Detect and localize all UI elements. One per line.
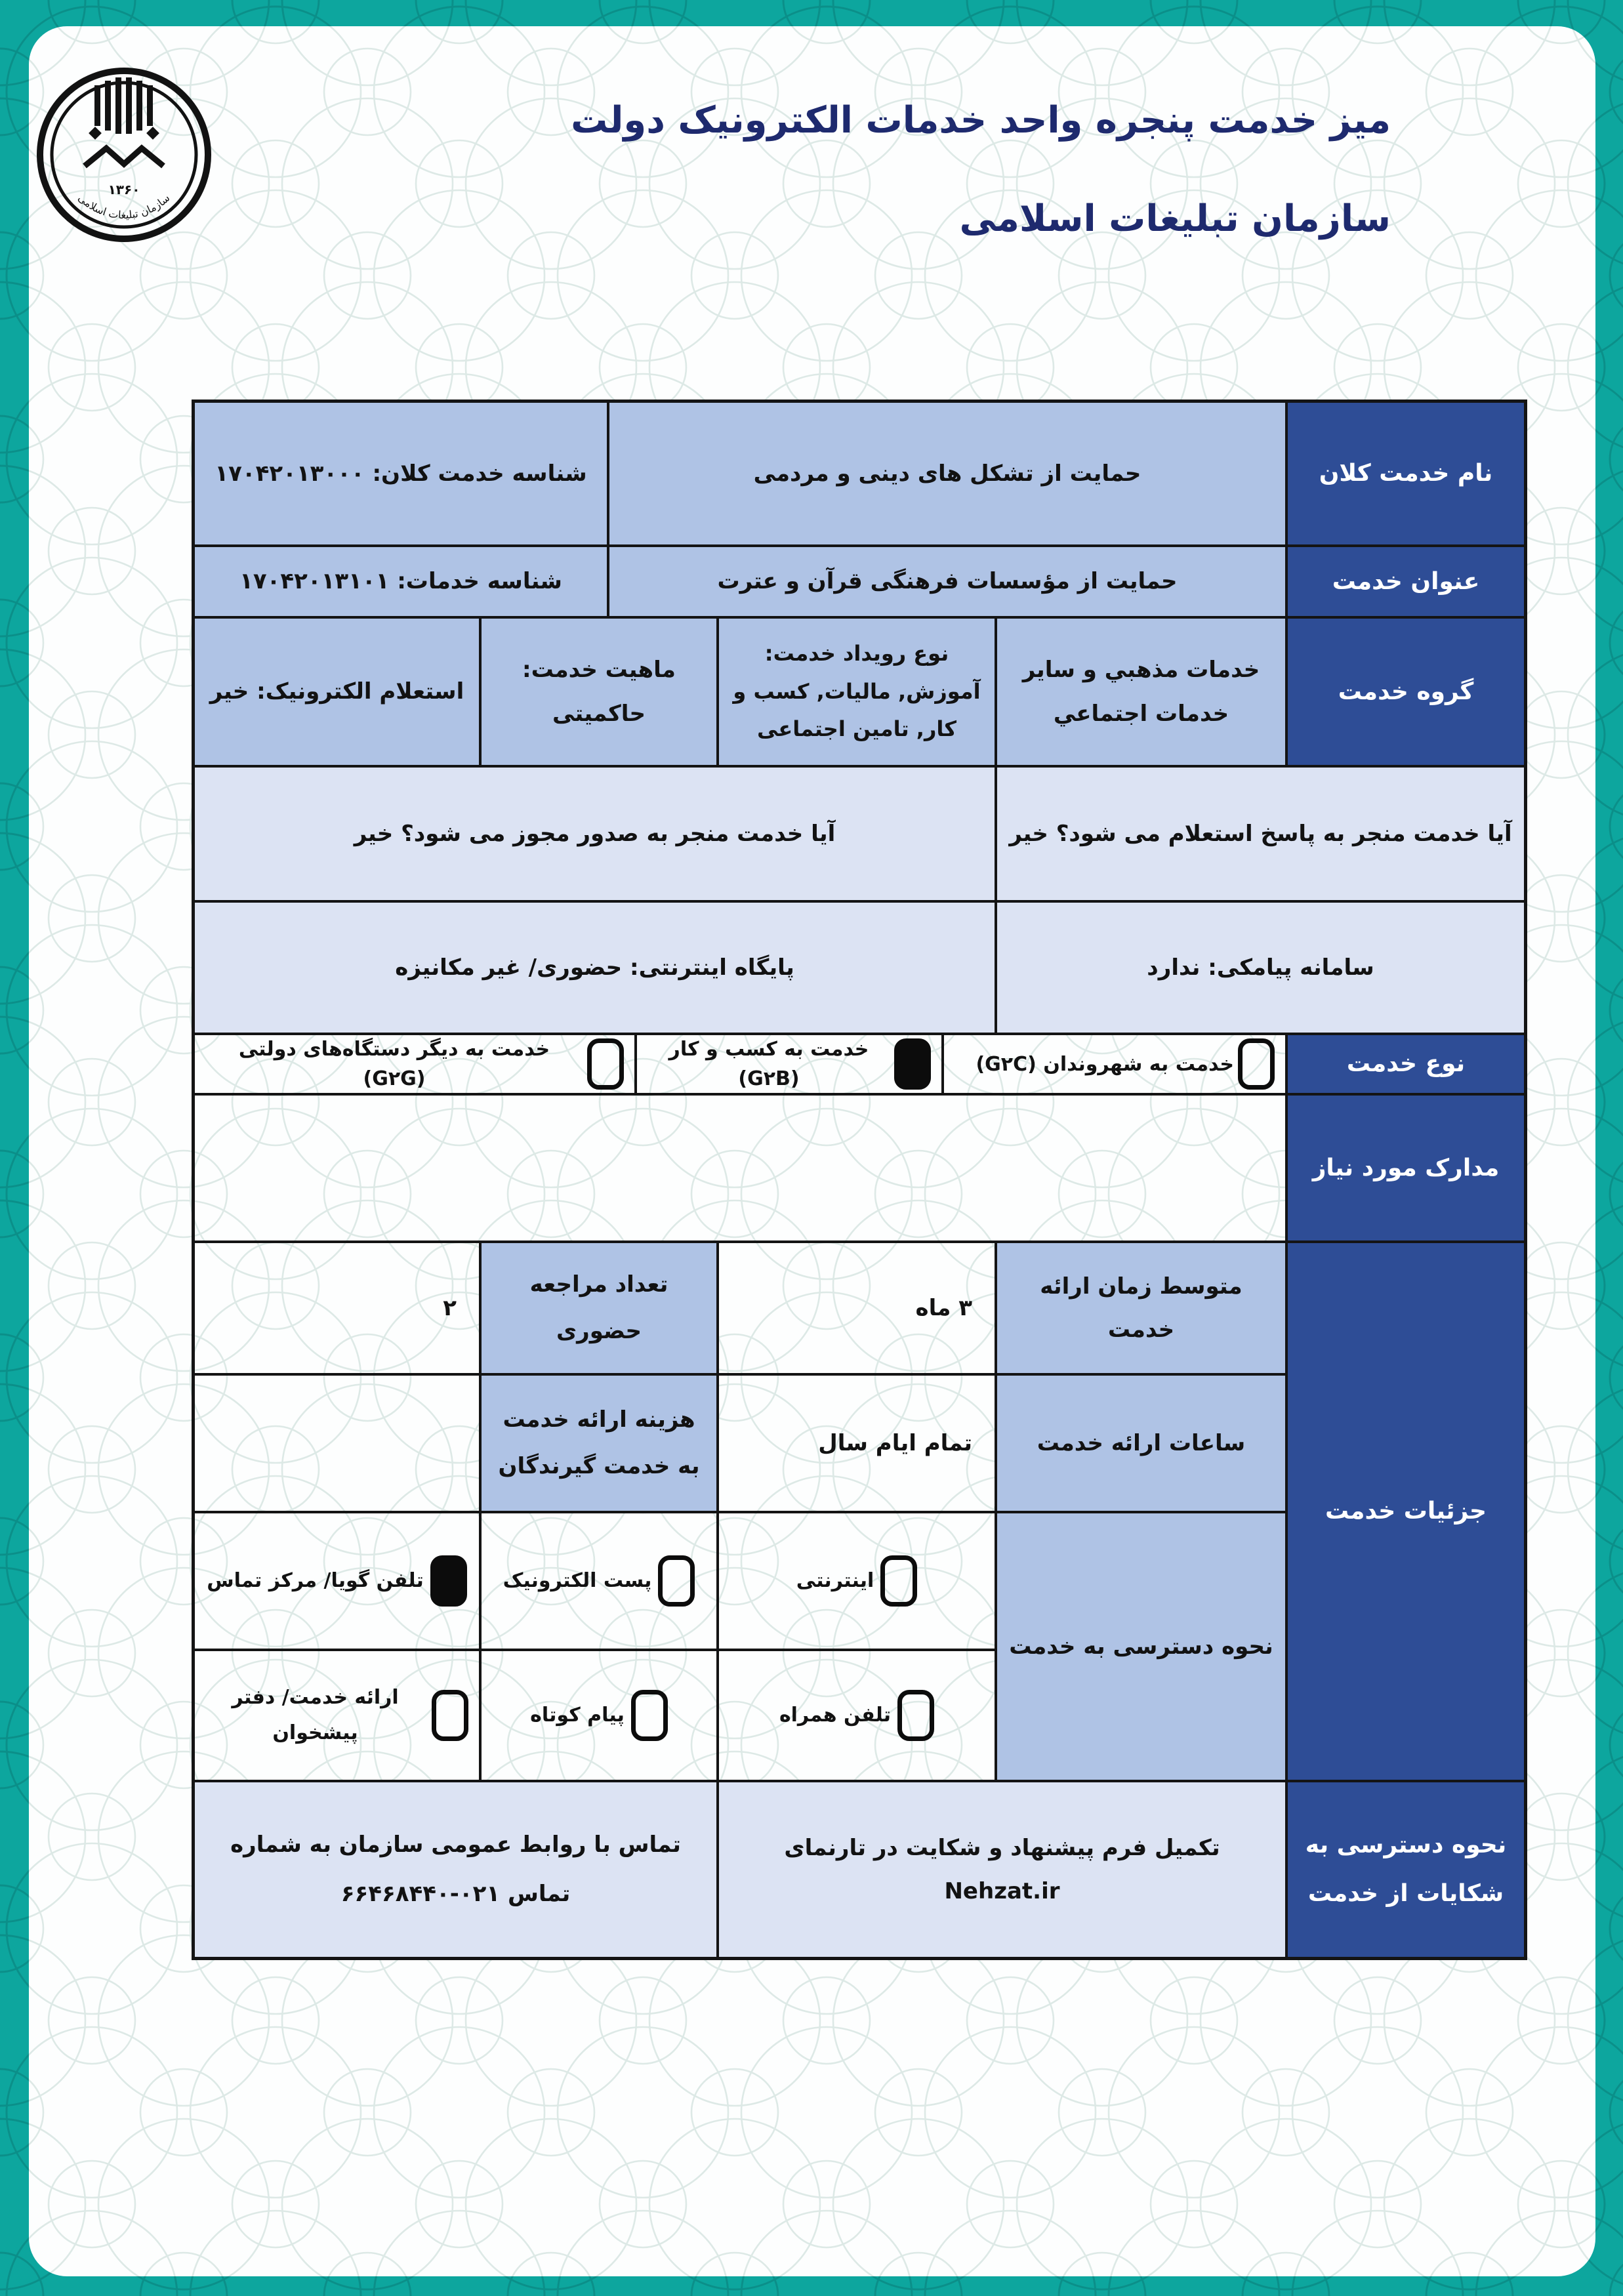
service-title-value: حمایت از مؤسسات فرهنگی قرآن و عترت [608, 546, 1286, 617]
internet-label: اینترنتی [796, 1568, 874, 1592]
service-type-g2g [194, 1034, 636, 1094]
service-group-header: گروه خدمت [1286, 617, 1525, 766]
access-mobile [718, 1650, 996, 1781]
macro-service-value: حمایت از تشکل های دینی و مردمی [608, 401, 1286, 546]
g2b-label: خدمت به کسب و کار (G۲B) [668, 1038, 869, 1090]
avg-time-value: ۳ ماه [718, 1242, 996, 1374]
g2c-label: خدمت به شهروندان (G۲C) [976, 1052, 1234, 1076]
visit-count-label: تعداد مراجعه حضوری [480, 1242, 718, 1374]
service-title-header: عنوان خدمت [1286, 546, 1525, 617]
sms-checkbox[interactable] [631, 1690, 668, 1741]
access-counter [194, 1650, 480, 1781]
access-internet [718, 1512, 996, 1650]
access-sms [480, 1650, 718, 1781]
mobile-label: تلفن همراه [779, 1703, 892, 1727]
complaints-phone-cell: تماس با روابط عمومی سازمان به شماره تماس ۰۲۱-۶۶۴۶۸۴۴۰ [194, 1781, 718, 1958]
service-details-label: جزئیات خدمت [1325, 1498, 1487, 1525]
service-hours-value: تمام ایام سال [718, 1374, 996, 1512]
service-nature: ماهیت خدمت: حاکمیتی [480, 617, 718, 766]
visit-count-value: ۲ [194, 1242, 480, 1374]
required-docs-value [194, 1094, 1286, 1242]
service-event-type: نوع رویداد خدمت: آموزش, مالیات, کسب و کار, تامین اجتماعی [718, 617, 996, 766]
service-type-g2b [636, 1034, 943, 1094]
service-type-header: نوع خدمت [1286, 1034, 1525, 1094]
sms-label: پیام کوتاه [530, 1703, 625, 1727]
ivr-label: تلفن گویا/ مرکز تماس [207, 1568, 424, 1592]
counter-label: ارائه خدمت/ دفتر پیشخوان [232, 1686, 399, 1744]
service-group-category: خدمات مذهبي و ساير خدمات اجتماعي [996, 617, 1286, 766]
access-method-label: نحوه دسترسی به خدمت [996, 1512, 1286, 1781]
website-cell: پایگاه اینترنتی: حضوری/ غیر مکانیزه [194, 901, 996, 1034]
complaints-web-cell: تکمیل فرم پیشنهاد و شکایت در تارنمای Nehzat.ir [718, 1781, 1286, 1958]
macro-service-header: نام خدمت کلان [1286, 401, 1525, 546]
g2b-checkbox[interactable] [894, 1038, 931, 1090]
logo-year: ۱۳۶۰ [108, 182, 140, 197]
service-cost-value [194, 1374, 480, 1512]
counter-checkbox[interactable] [432, 1690, 468, 1741]
service-table [192, 400, 1527, 1960]
service-type-g2c [943, 1034, 1286, 1094]
email-label: پست الکترونیک [503, 1568, 652, 1592]
service-cost-label: هزینه ارائه خدمت به خدمت گیرندگان [480, 1374, 718, 1512]
macro-service-id: شناسه خدمت کلان: ۱۷۰۴۲۰۱۳۰۰۰ [194, 401, 608, 546]
complaints-header: نحوه دسترسی به شکایات از خدمت [1286, 1781, 1525, 1958]
page-title: میز خدمت پنجره واحد خدمات الکترونیک دولت [571, 99, 1391, 142]
sms-system-cell: سامانه پیامکی: ندارد [996, 901, 1525, 1034]
avg-time-label: متوسط زمان ارائه خدمت [996, 1242, 1286, 1374]
g2c-checkbox[interactable] [1238, 1038, 1275, 1090]
page-subtitle: سازمان تبلیغات اسلامی [959, 197, 1391, 240]
internet-checkbox[interactable] [880, 1555, 917, 1607]
service-title-id: شناسه خدمات: ۱۷۰۴۲۰۱۳۱۰۱ [194, 546, 608, 617]
mobile-checkbox[interactable] [897, 1690, 934, 1741]
required-docs-header: مدارک مورد نیاز [1286, 1094, 1525, 1242]
electronic-inquiry: استعلام الکترونیک: خیر [194, 617, 480, 766]
access-ivr [194, 1512, 480, 1650]
email-checkbox[interactable] [658, 1555, 695, 1607]
service-hours-label: ساعات ارائه خدمت [996, 1374, 1286, 1512]
g2g-checkbox[interactable] [587, 1038, 624, 1090]
permit-issuance-cell: آیا خدمت منجر به صدور مجوز می شود؟ خیر [194, 766, 996, 901]
service-details-header [1286, 1242, 1525, 1781]
logo-calligraphy-icon [89, 77, 159, 140]
organization-logo [29, 45, 219, 261]
ivr-checkbox[interactable] [430, 1555, 467, 1607]
inquiry-answer-cell: آیا خدمت منجر به پاسخ استعلام می شود؟ خیر [996, 766, 1525, 901]
logo-org-text: سازمان تبلیغات اسلامی [75, 192, 173, 222]
access-email [480, 1512, 718, 1650]
g2g-label: خدمت به دیگر دستگاه‌های دولتی (G۲G) [238, 1038, 550, 1090]
